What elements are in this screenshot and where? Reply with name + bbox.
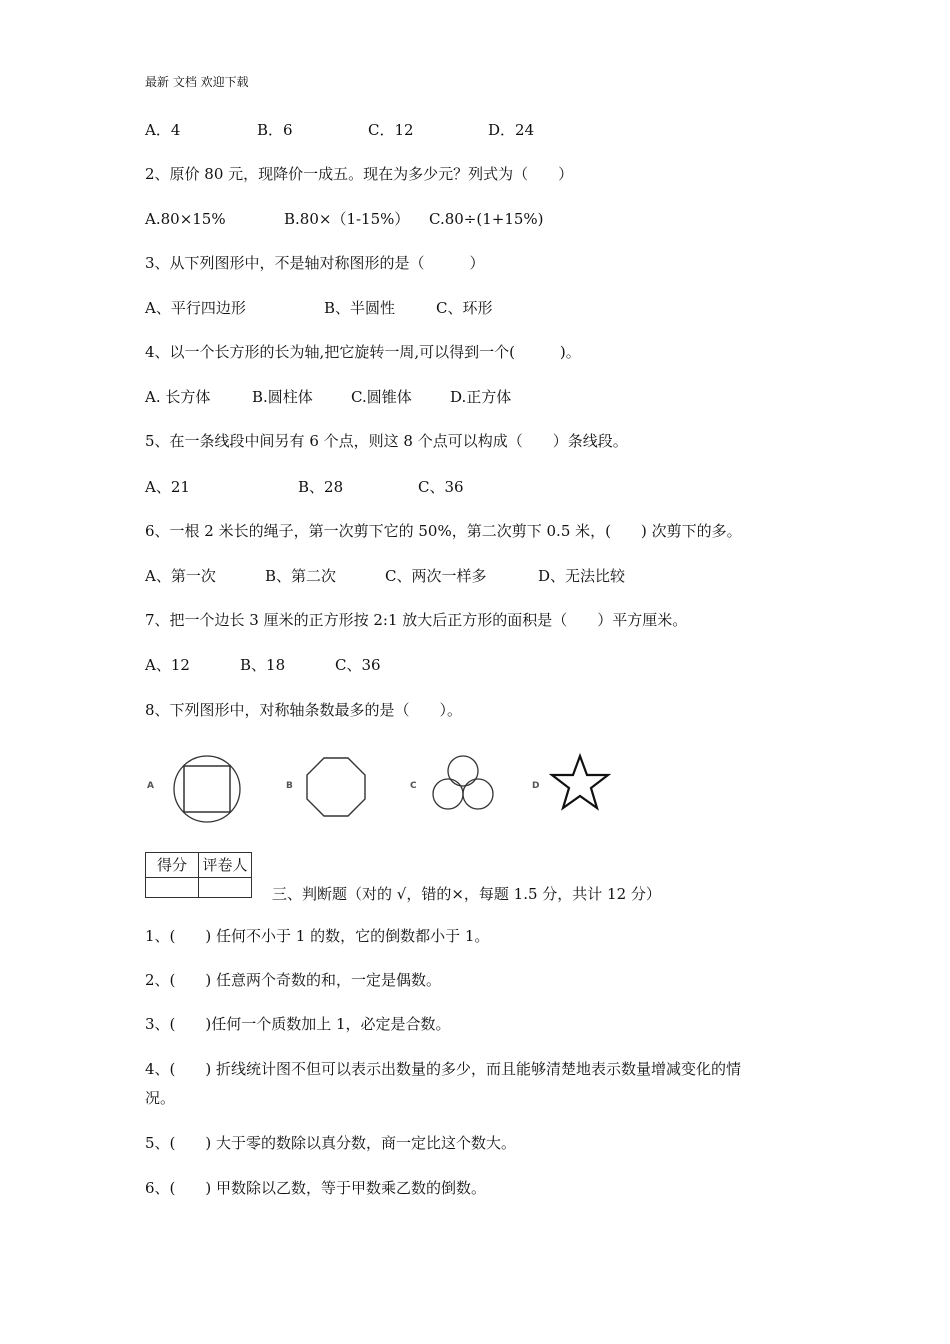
q3-text: 3、从下列图形中，不是轴对称图形的是（ ）	[145, 254, 485, 272]
judge-item-5: 5、( ) 大于零的数除以真分数，商一定比这个数大。	[145, 1134, 517, 1152]
q5-option-a: A、21	[145, 478, 190, 496]
q6-option-c: C、两次一样多	[385, 567, 487, 585]
q6-option-d: D、无法比较	[538, 567, 626, 585]
star-figure	[549, 753, 611, 811]
q3-option-a: A、平行四边形	[145, 299, 246, 317]
judge-item-4: 4、( ) 折线统计图不但可以表示出数量的多少，而且能够清楚地表示数量增减变化的情	[145, 1060, 742, 1078]
q8-text: 8、下列图形中，对称轴条数最多的是（ ）。	[145, 701, 463, 719]
q5-option-c: C、36	[418, 478, 464, 496]
judge-item-6: 6、( ) 甲数除以乙数，等于甲数乘乙数的倒数。	[145, 1179, 487, 1197]
score-table	[145, 852, 252, 898]
figure-label-c: C	[410, 781, 417, 791]
q6-option-a: A、第一次	[145, 567, 216, 585]
q4-option-a: A. 长方体	[145, 388, 211, 406]
q7-text: 7、把一个边长 3 厘米的正方形按 2:1 放大后正方形的面积是（ ）平方厘米。	[145, 611, 688, 629]
q2-option-b: B.80×（1-15%）	[284, 210, 410, 228]
q6-option-b: B、第二次	[265, 567, 337, 585]
q2-text: 2、原价 80 元，现降价一成五。现在为多少元？列式为（ ）	[145, 165, 574, 183]
q1-option-a: A．4	[145, 121, 181, 139]
q7-option-b: B、18	[240, 656, 286, 674]
figure-label-b: B	[286, 781, 293, 791]
q2-option-a: A.80×15%	[145, 210, 226, 228]
q5-option-b: B、28	[298, 478, 344, 496]
q4-option-c: C.圆锥体	[351, 388, 412, 406]
q4-text: 4、以一个长方形的长为轴,把它旋转一周,可以得到一个( )。	[145, 343, 581, 361]
q3-option-b: B、半圆性	[324, 299, 396, 317]
q3-option-c: C、环形	[436, 299, 493, 317]
q1-option-b: B．6	[257, 121, 293, 139]
section3-title: 三、判断题（对的 √，错的×，每题 1.5 分，共计 12 分）	[272, 885, 661, 903]
score-label: 得分	[156, 856, 187, 874]
octagon-figure	[305, 756, 367, 818]
q7-option-a: A、12	[145, 656, 190, 674]
judge-item-2: 2、( ) 任意两个奇数的和，一定是偶数。	[145, 971, 442, 989]
q1-option-d: D．24	[488, 121, 535, 139]
three-circles-figure	[430, 754, 496, 812]
q7-option-c: C、36	[335, 656, 381, 674]
figure-label-a: A	[147, 781, 154, 791]
judge-item-3: 3、( )任何一个质数加上 1，必定是合数。	[145, 1015, 451, 1033]
grader-cell	[198, 877, 251, 897]
q1-option-c: C．12	[368, 121, 414, 139]
q2-option-c: C.80÷(1+15%)	[429, 210, 544, 228]
grader-label: 评卷人	[198, 853, 251, 877]
q4-option-b: B.圆柱体	[252, 388, 313, 406]
judge-item-1: 1、( ) 任何不小于 1 的数，它的倒数都小于 1。	[145, 927, 490, 945]
q6-text: 6、一根 2 米长的绳子，第一次剪下它的 50%，第二次剪下 0.5 米，( ) 次剪下的多。	[145, 522, 742, 540]
circle-with-square-figure	[172, 754, 242, 824]
figure-label-d: D	[532, 781, 540, 791]
q4-option-d: D.正方体	[450, 388, 512, 406]
page-header: 最新 文档 欢迎下载	[145, 75, 249, 89]
score-cell	[146, 877, 198, 897]
judge-item-4-cont: 况。	[145, 1089, 176, 1107]
q5-text: 5、在一条线段中间另有 6 个点，则这 8 个点可以构成（ ）条线段。	[145, 432, 628, 450]
